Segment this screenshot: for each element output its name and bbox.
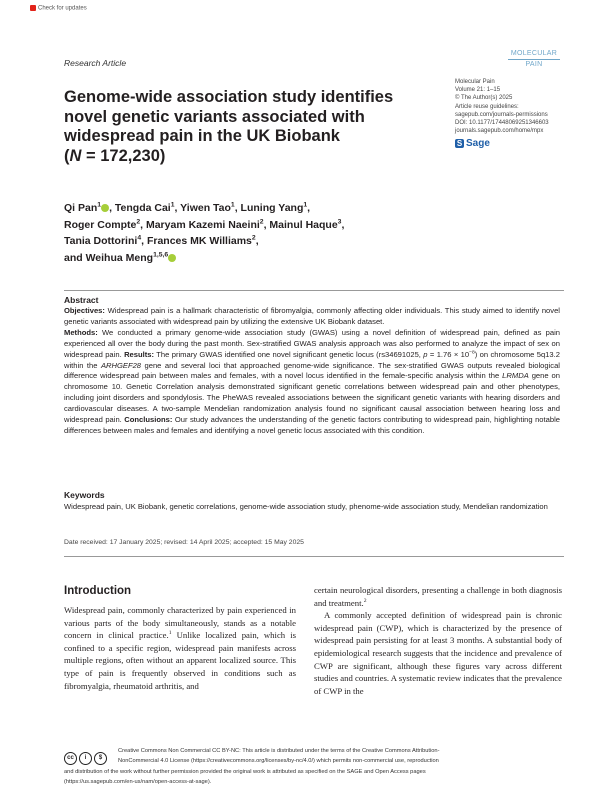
author-separator: ,	[307, 202, 311, 214]
journal-name: Molecular Pain	[455, 79, 495, 85]
citation-ref[interactable]: 2	[363, 597, 367, 604]
results-text: gene on chromosome 10. Genetic Correlation analysis demonstrated significant genetic correlations between widespread pain and other phenotypes, including joint disorders and spondylosis. The PheWAS revealed associations between the significant genetic variants with hearing disorders and cardiovascular diseases. A two-sample Mendelian randomization analysis found no significant causal association between hearing loss and widespread pain.	[64, 371, 560, 425]
results-text: gene and several loci that approached genome-wide significance. The sex-stratified GWAS outputs revealed biological difference widespread pain between males and females, with a novel locus identified in the female-specific analysis within the	[64, 360, 560, 381]
copyright: © The Author(s) 2025	[455, 95, 513, 102]
methods-text: We conducted a primary genome-wide association study (GWAS) using a novel definition of widespread pain, defined as pain experienced all over the body during the past month. Sex-stratified GWAS analysis approach was also performed to analyze the impact of sex on widespread pain.	[64, 327, 560, 359]
update-icon	[30, 5, 36, 11]
journal-logo-line1: MOLECULAR	[510, 50, 558, 57]
introduction-heading: Introduction	[64, 585, 132, 597]
publisher-name: Sage	[466, 138, 490, 149]
keywords-heading: Keywords	[64, 490, 105, 500]
license-link[interactable]: (https://us.sagepub.com/en-us/nam/open-access-at-sage).	[64, 778, 212, 785]
license-line: Creative Commons Non Commercial CC BY-NC: This article is distributed under the terms of the Creative Commons Attribution-	[118, 748, 440, 754]
publisher-logo	[455, 138, 490, 149]
results-text: The primary GWAS identified one novel significant genetic locus (rs34691025,	[154, 349, 424, 359]
results-text: ) on chromosome 5q13.2 within the	[64, 349, 560, 370]
volume-info: Volume 21: 1–15	[455, 87, 501, 94]
conclusions-label: Conclusions:	[124, 415, 173, 425]
license-text	[64, 746, 560, 787]
author-name: , Maryam Kazemi Naeini	[140, 218, 260, 231]
author-affiliation: 1	[170, 201, 175, 209]
article-metadata	[455, 78, 549, 135]
author-line-2	[64, 217, 444, 234]
results-exponent: −8	[469, 350, 475, 356]
author-name: , Tengda Cai	[109, 202, 171, 214]
author-affiliation: 1,5,6	[153, 251, 169, 258]
results-label: Results:	[124, 349, 155, 359]
title-n: N	[69, 146, 82, 165]
gene-name: LRMDA	[502, 371, 529, 381]
objectives-text: Widespread pain is a hallmark characteristic of fibromyalgia, commonly affecting older individuals. This study aimed to identify novel genetic variants associated with widespread pain by utilizing the extensive UK Biobank dataset.	[64, 306, 560, 326]
author-affiliation: 1	[97, 201, 102, 209]
methods-label: Methods:	[64, 327, 98, 337]
title-sample-size: = 172,230)	[81, 146, 166, 165]
divider	[64, 290, 564, 291]
author-affiliation: 1	[303, 201, 308, 209]
paragraph-text: certain neurological disorders, presenting a challenge in both diagnosis and treatment.	[314, 585, 562, 608]
author-separator: ,	[255, 235, 259, 247]
body-column-right	[314, 584, 562, 697]
author-affiliation: 2	[136, 218, 141, 225]
author-name: and Weihua Meng	[64, 251, 154, 264]
author-name: , Luning Yang	[234, 202, 304, 214]
paragraph-text: Unlike localized pain, which is confined to a specific region, widespread pain manifests across multiple regions, often without an apparent localized source. This type of pain is frequently observed in conditions such as fibromyalgia, rheumatoid arthritis, and	[64, 630, 296, 691]
article-dates: Date received: 17 January 2025; revised: 14 April 2025; accepted: 15 May 2025	[64, 539, 304, 546]
author-name: Tania Dottorini	[64, 235, 138, 247]
sage-icon: S	[456, 139, 463, 148]
divider	[64, 556, 564, 557]
license-line: NonCommercial 4.0 License (https://creativecommons.org/licenses/by-nc/4.0/) which permits non-commercial use, reproduction	[118, 758, 439, 765]
author-affiliation: 4	[137, 234, 142, 242]
permissions-link[interactable]: sagepub.com/journals-permissions	[455, 111, 548, 118]
noncommercial-icon: $	[94, 752, 107, 765]
journal-logo-divider	[508, 59, 560, 60]
author-name: Qi Pan	[64, 202, 98, 214]
cc-icon: cc	[64, 752, 77, 765]
abstract-body	[64, 306, 560, 437]
paragraph-text: A commonly accepted definition of widespread pain is chronic widespread pain (CWP), which is characterized by the presence of widespread pain persisting for at least 3 months. A substantial body of epidemiological research suggests that the incidence and prevalence of CWP are significant, although these figures vary across different studies and countries. A systematic review indicates that the prevalence of CWP in the	[314, 610, 562, 696]
attribution-icon: i	[79, 752, 92, 765]
doi[interactable]: DOI: 10.1177/17448069251346603	[455, 120, 549, 127]
conclusions-text: Our study advances the understanding of the genetic factors contributing to widespread pain, highlighting notable differences between males and females and identifying a novel genetic locus associated with this condition.	[64, 415, 560, 435]
author-affiliation: 2	[259, 218, 264, 225]
journal-logo-line2: PAIN	[525, 61, 543, 68]
author-line-4	[64, 250, 444, 267]
reuse-guidelines: Article reuse guidelines:	[455, 103, 519, 110]
title-paren: (	[64, 146, 70, 165]
abstract-heading: Abstract	[64, 295, 99, 305]
orcid-icon[interactable]	[101, 204, 109, 212]
author-name: , Frances MK Williams	[141, 235, 252, 247]
paragraph-text: Widespread pain, commonly characterized by pain experienced in various parts of the body simultaneously, stands as a notable concern in clinical practice.	[64, 605, 296, 641]
author-name: Roger Compte	[64, 218, 137, 231]
citation-ref[interactable]: 1	[168, 630, 172, 637]
objectives-label: Objectives:	[64, 306, 105, 315]
check-updates-label: Check for updates	[38, 5, 87, 12]
author-line-1	[64, 200, 444, 217]
author-name: , Yiwen Tao	[174, 202, 231, 214]
keywords-text: Widespread pain, UK Biobank, genetic correlations, genome-wide association study, phenome-wide association study, Mendelian randomization	[64, 502, 548, 511]
journal-logo	[508, 50, 560, 69]
license-line: and distribution of the work without further permission provided the original work is attributed as specified on the SAGE and Open Access pages	[64, 768, 426, 775]
check-for-updates-badge[interactable]	[30, 5, 87, 12]
results-text: = 1.76 × 10	[427, 349, 470, 359]
results-p: p	[423, 349, 428, 359]
author-separator: ,	[341, 218, 345, 231]
author-affiliation: 1	[230, 201, 235, 209]
author-affiliation: 2	[251, 234, 256, 242]
article-type: Research Article	[64, 58, 127, 68]
gene-name: ARHGEF28	[100, 360, 142, 370]
article-title	[64, 88, 434, 166]
author-line-3	[64, 233, 444, 250]
orcid-icon[interactable]	[168, 254, 176, 262]
author-affiliation: 3	[337, 218, 342, 225]
title-main: Genome-wide association study identifies novel genetic variants associated with widespread pain in the UK Biobank	[64, 88, 394, 145]
journal-home-link[interactable]: journals.sagepub.com/home/mpx	[455, 128, 544, 135]
author-name: , Mainul Haque	[263, 218, 338, 231]
author-list	[64, 200, 444, 266]
body-column-left	[64, 604, 296, 692]
